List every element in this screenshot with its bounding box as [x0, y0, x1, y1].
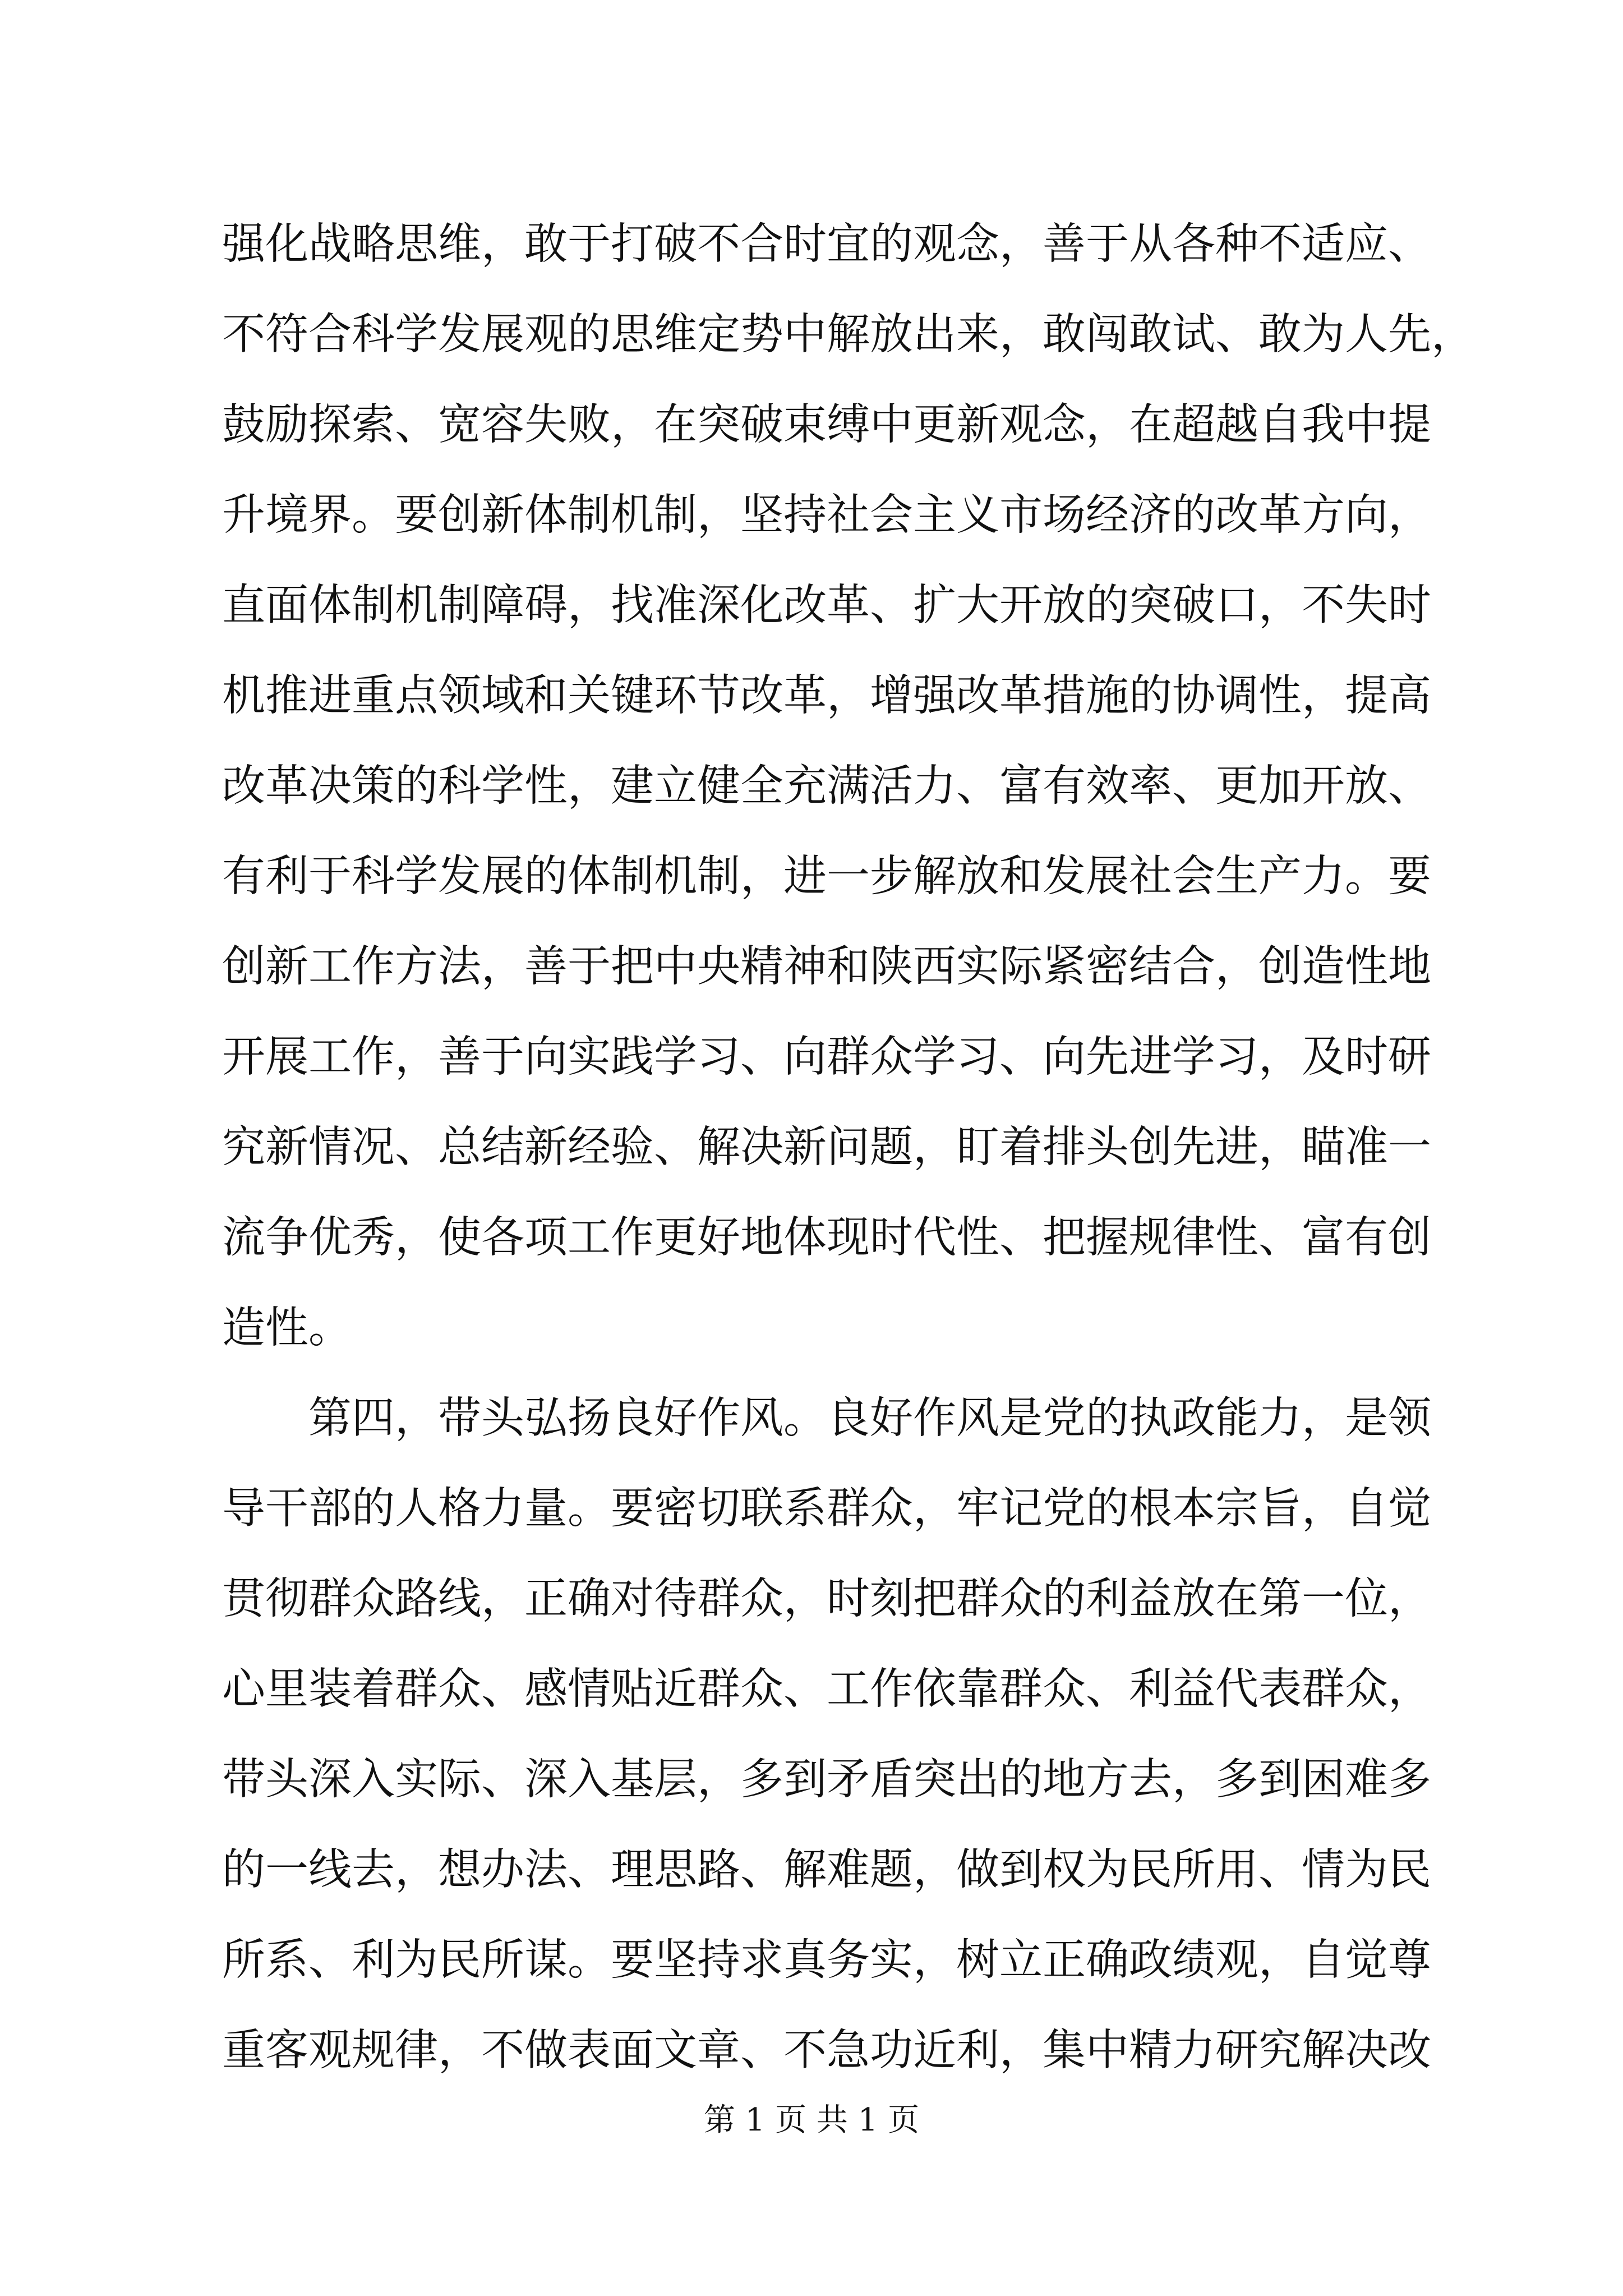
text-line: 所系、利为民所谋。要坚持求真务实，树立正确政绩观，自觉尊 — [222, 1935, 1431, 1985]
body-text — [222, 199, 1474, 2096]
text-line: 导干部的人格力量。要密切联系群众，牢记党的根本宗旨，自觉 — [222, 1484, 1431, 1534]
text-line: 究新情况、总结新经验、解决新问题，盯着排头创先进，瞄准一 — [222, 1122, 1431, 1172]
text-line: 重客观规律，不做表面文章、不急功近利，集中精力研究解决改 — [222, 2026, 1431, 2076]
text-line: 不符合科学发展观的思维定势中解放出来，敢闯敢试、敢为人先， — [222, 310, 1474, 360]
text-line: 有利于科学发展的体制机制，进一步解放和发展社会生产力。要 — [222, 852, 1431, 901]
text-line: 的一线去，想办法、理思路、解难题，做到权为民所用、情为民 — [222, 1845, 1431, 1895]
text-line: 鼓励探索、宽容失败，在突破束缚中更新观念，在超越自我中提 — [222, 400, 1431, 450]
text-line: 带头深入实际、深入基层，多到矛盾突出的地方去，多到困难多 — [222, 1755, 1431, 1805]
text-line: 心里装着群众、感情贴近群众、工作依靠群众、利益代表群众， — [222, 1664, 1431, 1714]
text-line: 造性。 — [222, 1303, 352, 1353]
text-line: 创新工作方法，善于把中央精神和陕西实际紧密结合，创造性地 — [222, 942, 1431, 992]
text-line: 第四，带头弘扬良好作风。良好作风是党的执政能力，是领 — [308, 1393, 1431, 1443]
page-number-footer: 第 1 页 共 1 页 — [703, 2102, 920, 2138]
text-line: 开展工作，善于向实践学习、向群众学习、向先进学习，及时研 — [222, 1032, 1431, 1082]
text-line: 强化战略思维，敢于打破不合时宜的观念，善于从各种不适应、 — [222, 219, 1431, 269]
text-line: 机推进重点领域和关键环节改革，增强改革措施的协调性，提高 — [222, 671, 1431, 721]
text-line: 直面体制机制障碍，找准深化改革、扩大开放的突破口，不失时 — [222, 581, 1431, 631]
text-line: 贯彻群众路线，正确对待群众，时刻把群众的利益放在第一位， — [222, 1574, 1431, 1624]
text-line: 流争优秀，使各项工作更好地体现时代性、把握规律性、富有创 — [222, 1213, 1431, 1263]
text-line: 升境界。要创新体制机制，坚持社会主义市场经济的改革方向， — [222, 490, 1431, 540]
text-line: 改革决策的科学性，建立健全充满活力、富有效率、更加开放、 — [222, 761, 1431, 811]
